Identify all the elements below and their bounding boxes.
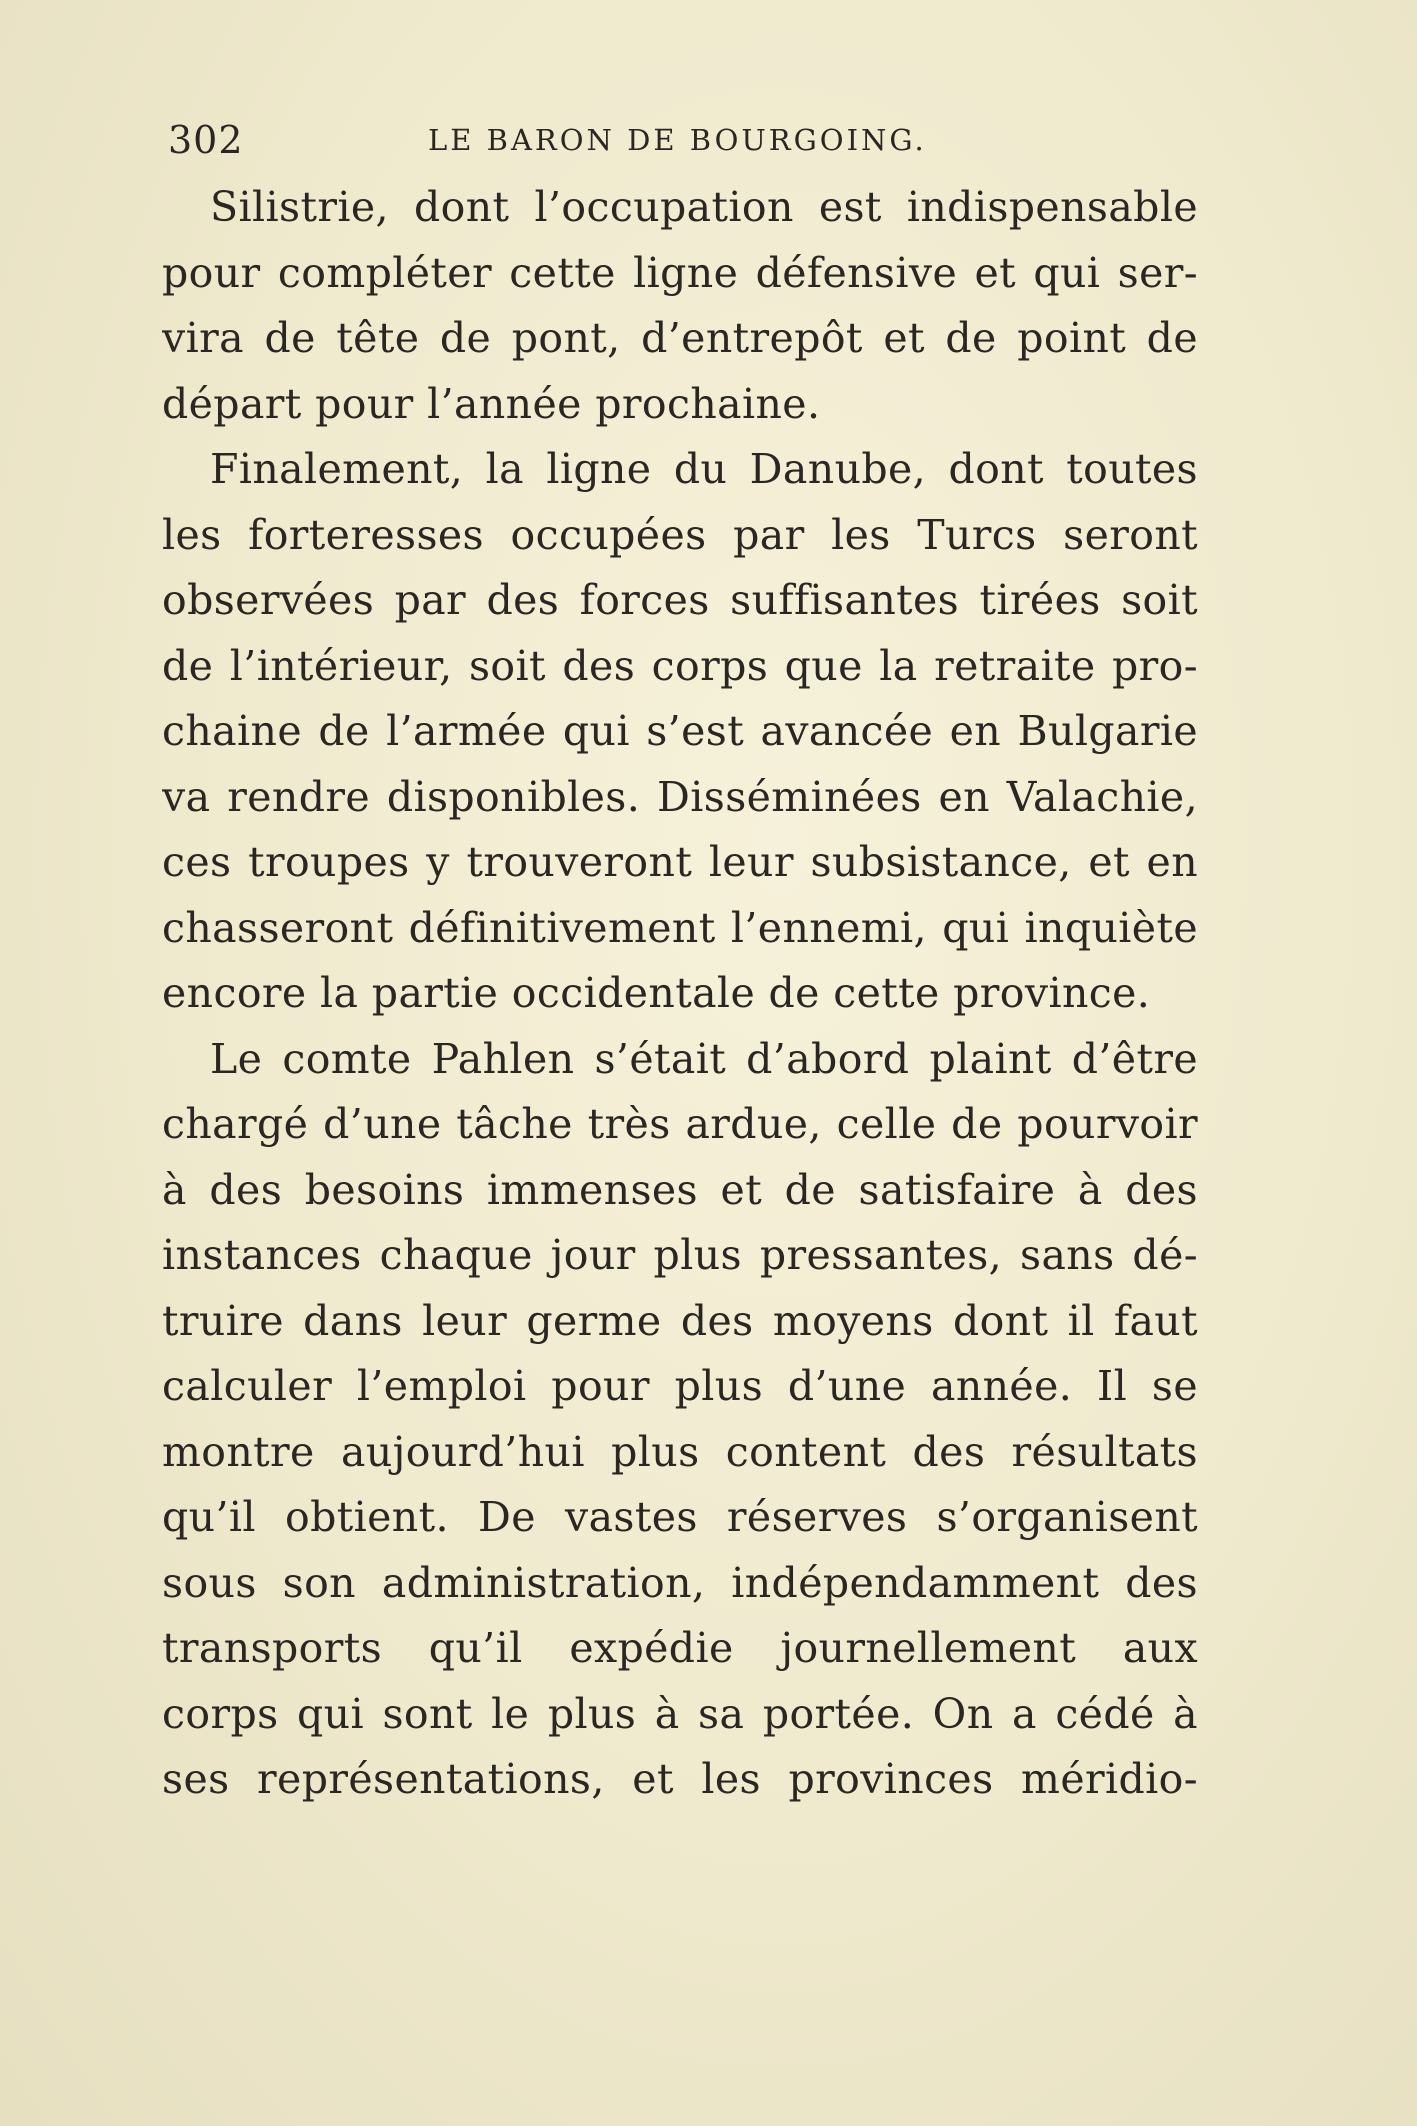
text-line: Le comte Pahlen s’était d’abord plaint d’être [210, 1034, 1198, 1083]
text-line: montre aujourd’hui plus content des résultats [162, 1427, 1198, 1476]
body-text [162, 175, 1198, 1813]
text-line: qu’il obtient. De vastes réserves s’organisent [162, 1493, 1198, 1541]
page-header [168, 115, 1200, 165]
text-line: Silistrie, dont l’occupation est indispensable [210, 183, 1198, 231]
text-line: calculer l’emploi pour plus d’une année. Il se [162, 1362, 1198, 1410]
text-line: de l’intérieur, soit des corps que la retraite pro- [162, 641, 1198, 690]
text-line: truire dans leur germe des moyens dont il faut [162, 1296, 1198, 1345]
text-line: Finalement, la ligne du Danube, dont toutes [210, 445, 1198, 493]
text-line: ses représentations, et les provinces méridio- [162, 1755, 1198, 1803]
text-line: pour compléter cette ligne défensive et qui ser- [162, 248, 1198, 297]
text-line: chaine de l’armée qui s’est avancée en Bulgarie [162, 707, 1198, 755]
text-line: va rendre disponibles. Disséminées en Valachie, [162, 772, 1198, 821]
page-number: 302 [168, 118, 244, 162]
text-line: ces troupes y trouveront leur subsistance, et en [162, 838, 1198, 886]
text-line: encore la partie occidentale de cette province. [162, 969, 1151, 1017]
text-line: corps qui sont le plus à sa portée. On a cédé à [162, 1689, 1198, 1738]
text-line: sous son administration, indépendamment des [162, 1558, 1198, 1607]
running-title: LE BARON DE BOURGOING. [428, 123, 927, 157]
text-line: les forteresses occupées par les Turcs seront [162, 510, 1198, 559]
text-line: départ pour l’année prochaine. [162, 379, 821, 428]
text-line: chargé d’une tâche très ardue, celle de pourvoir [162, 1100, 1198, 1148]
text-line: observées par des forces suffisantes tirées soit [162, 576, 1198, 624]
text-line: instances chaque jour plus pressantes, sans dé- [162, 1231, 1198, 1279]
text-line: chasseront définitivement l’ennemi, qui inquiète [162, 903, 1198, 952]
text-line: transports qu’il expédie journellement aux [162, 1624, 1198, 1672]
text-line: à des besoins immenses et de satisfaire à des [162, 1165, 1198, 1214]
text-line: vira de tête de pont, d’entrepôt et de point de [162, 314, 1198, 362]
